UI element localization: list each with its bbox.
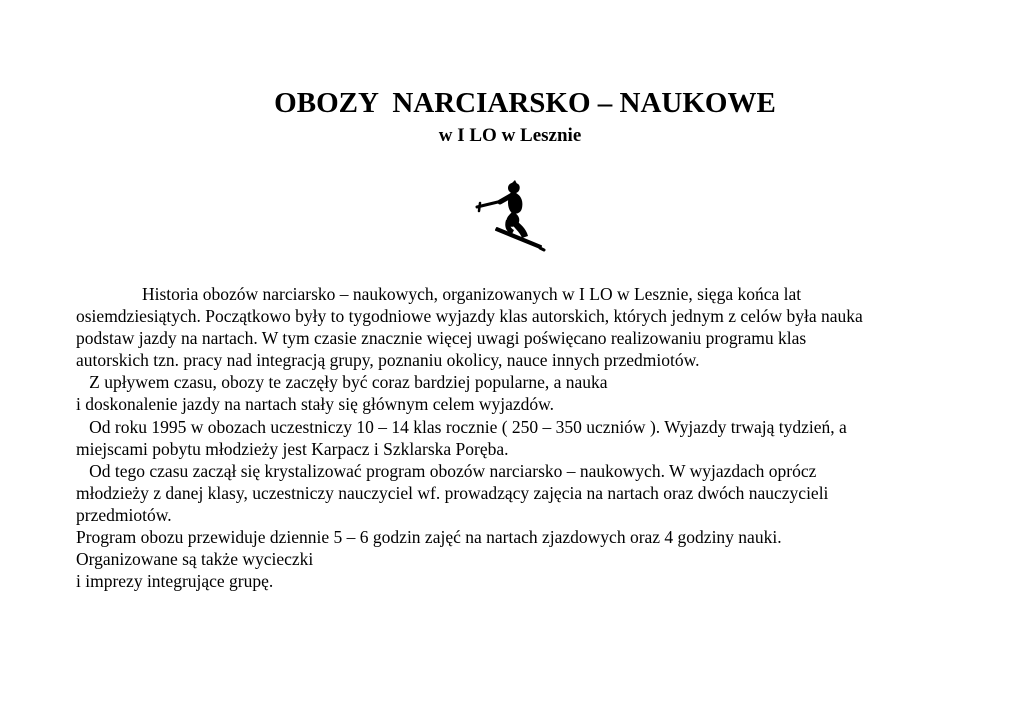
- text-line: i imprezy integrujące grupę.: [76, 571, 274, 592]
- text-line: Od roku 1995 w obozach uczestniczy 10 – 14 klas rocznie ( 250 – 350 uczniów ). Wyjazdy trwają tydzień, a: [76, 416, 847, 437]
- text-line: podstaw jazdy na nartach. W tym czasie znacznie więcej uwagi poświęcano realizowaniu programu klas: [76, 328, 807, 349]
- text-line: miejscami pobytu młodzieży jest Karpacz i Szklarska Poręba.: [76, 438, 509, 459]
- text-line: Od tego czasu zaczął się krystalizować program obozów narciarsko – naukowych. W wyjazdach oprócz: [76, 460, 817, 481]
- text-line: Program obozu przewiduje dziennie 5 – 6 godzin zajęć na nartach zjazdowych oraz 4 godziny nauki.: [76, 527, 782, 548]
- page-title: OBOZY NARCIARSKO – NAUKOWE: [274, 87, 776, 119]
- text-line: Organizowane są także wycieczki: [76, 549, 314, 570]
- text-line: przedmiotów.: [76, 504, 172, 525]
- text-line: autorskich tzn. pracy nad integracją grupy, poznaniu okolicy, nauce innych przedmiotów.: [76, 350, 700, 371]
- text-line: Z upływem czasu, obozy te zaczęły być coraz bardziej popularne, a nauka: [76, 372, 608, 393]
- text-line: młodzieży z danej klasy, uczestniczy nauczyciel wf. prowadzący zajęcia na nartach oraz dwóch nauczycieli: [76, 482, 829, 503]
- text-line: Historia obozów narciarsko – naukowych, organizowanych w I LO w Lesznie, sięga końca lat: [142, 284, 802, 304]
- page-subtitle: w I LO w Lesznie: [438, 125, 582, 146]
- history-paragraph: [76, 283, 976, 592]
- text-line: osiemdziesiątych. Początkowo były to tygodniowe wyjazdy klas autorskich, których jednym z celów była nauka: [76, 306, 863, 327]
- skier-icon: [474, 180, 546, 252]
- text-line: i doskonalenie jazdy na nartach stały się głównym celem wyjazdów.: [76, 394, 555, 415]
